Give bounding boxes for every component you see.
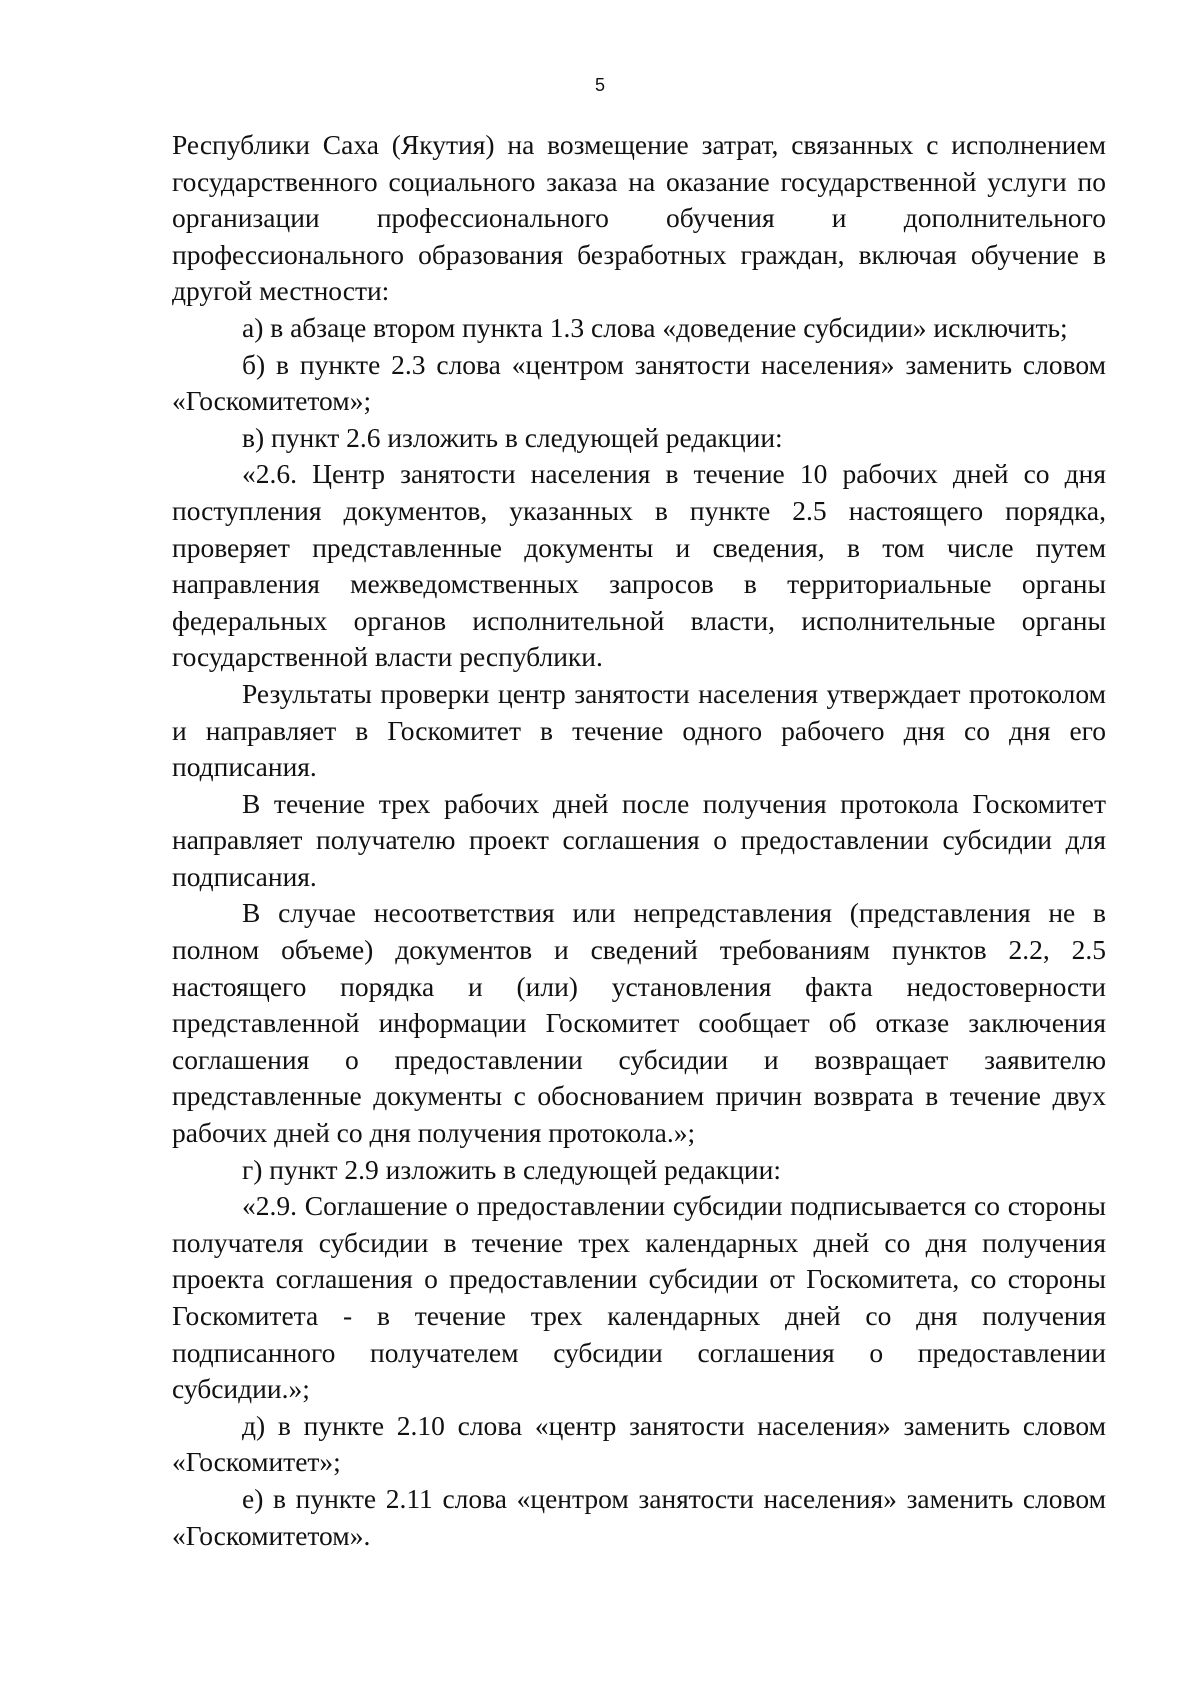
paragraph-item-b: б) в пункте 2.3 слова «центром занятости населения» заменить словом «Госкомитетом»;	[172, 348, 1106, 417]
document-body	[172, 127, 1106, 1554]
paragraph-refusal: В случае несоответствия или непредставления (представления не в полном объеме) документов и сведений требованиям пунктов 2.2, 2.5 настоящего порядка и (или) установления факта недостоверности представленной информации Госкомитет сообщает об отказе заключения соглашения о предоставлении субсидии и возвращает заявителю представленные документы с обоснованием причин возврата в течение двух рабочих дней со дня получения протокола.»;	[172, 897, 1106, 1149]
paragraph-item-v: в) пункт 2.6 изложить в следующей редакции:	[242, 421, 783, 453]
paragraph-clause-2-9: «2.9. Соглашение о предоставлении субсидии подписывается со стороны получателя субсидии в течение трех календарных дней со дня получения проекта соглашения о предоставлении субсидии от Госкомитета, со стороны Госкомитета - в течение трех календарных дней со дня получения подписанного получателем субсидии соглашения о предоставлении субсидии.»;	[172, 1190, 1106, 1405]
page-number: 5	[594, 75, 605, 95]
paragraph-check-results: Результаты проверки центр занятости населения утверждает протоколом и направляет в Госкомитет в течение одного рабочего дня со дня его подписания.	[172, 677, 1106, 783]
paragraph-item-d: д) в пункте 2.10 слова «центр занятости населения» заменить словом «Госкомитет»;	[172, 1409, 1106, 1478]
paragraph-intro: Республики Саха (Якутия) на возмещение затрат, связанных с исполнением государственного социального заказа на оказание государственной услуги по организации профессионального обучения и дополнительного профессионального образования безработных граждан, включая обучение в другой местности:	[172, 129, 1106, 307]
paragraph-clause-2-6: «2.6. Центр занятости населения в течение 10 рабочих дней со дня поступления документов, указанных в пункте 2.5 настоящего порядка, проверяет представленные документы и сведения, в том числе путем направления межведомственных запросов в территориальные органы федеральных органов исполнительной власти, исполнительные органы государственной власти республики.	[172, 458, 1106, 673]
paragraph-item-a: а) в абзаце втором пункта 1.3 слова «доведение субсидии» исключить;	[242, 311, 1068, 343]
paragraph-item-g: г) пункт 2.9 изложить в следующей редакции:	[242, 1153, 781, 1185]
paragraph-agreement-draft: В течение трех рабочих дней после получения протокола Госкомитет направляет получателю проект соглашения о предоставлении субсидии для подписания.	[172, 787, 1106, 892]
paragraph-item-e: е) в пункте 2.11 слова «центром занятости населения» заменить словом «Госкомитетом».	[172, 1482, 1106, 1551]
